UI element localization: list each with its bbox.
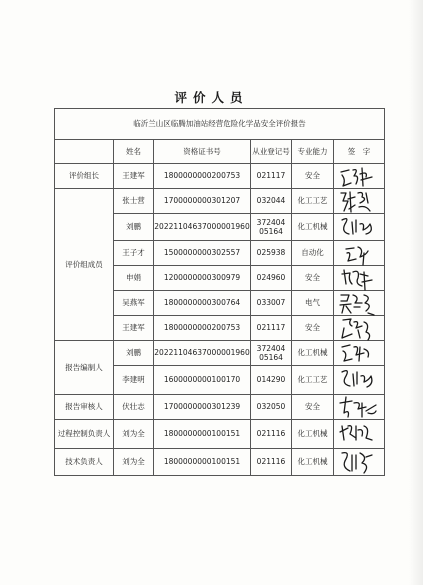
cell-name: 李建明	[114, 366, 154, 395]
cell-ability: 电气	[292, 291, 334, 316]
cell-reg: 021116	[251, 449, 292, 476]
cell-signature	[334, 420, 385, 449]
table-row	[55, 189, 385, 214]
cell-name: 王子才	[114, 241, 154, 266]
cell-signature	[334, 449, 385, 476]
table-row	[55, 420, 385, 449]
cell-cert: 1200000000300979	[154, 266, 251, 291]
cell-signature	[334, 241, 385, 266]
cell-name: 伏壮志	[114, 395, 154, 420]
header-group	[55, 140, 114, 164]
cell-name: 刘鹏	[114, 214, 154, 241]
cell-ability: 化工机械	[292, 449, 334, 476]
cell-signature	[334, 214, 385, 241]
cell-ability: 化工机械	[292, 214, 334, 241]
cell-name: 刘为全	[114, 420, 154, 449]
cell-reg: 021117	[251, 316, 292, 341]
cell-cert: 1800000000200753	[154, 316, 251, 341]
cell-name: 张士营	[114, 189, 154, 214]
cell-name: 申娟	[114, 266, 154, 291]
cell-ability: 化工机械	[292, 420, 334, 449]
evaluator-table	[54, 108, 385, 476]
cell-name: 刘为全	[114, 449, 154, 476]
cell-signature	[334, 164, 385, 189]
cell-name: 王建军	[114, 164, 154, 189]
group-label-members: 评价组成员	[55, 189, 114, 341]
cell-reg: 372404 05164	[251, 214, 292, 241]
signature-image	[338, 418, 376, 448]
cell-signature	[334, 395, 385, 420]
group-label-reviewer: 报告审核人	[55, 395, 114, 420]
cell-ability: 安全	[292, 316, 334, 341]
header-name: 姓名	[114, 140, 154, 164]
cell-reg: 025938	[251, 241, 292, 266]
header-sign: 签 字	[334, 140, 385, 164]
cell-cert: 20221104637000001960	[154, 214, 251, 241]
cell-signature	[334, 341, 385, 366]
cell-signature	[334, 189, 385, 214]
cell-ability: 自动化	[292, 241, 334, 266]
group-label-process: 过程控制负责人	[55, 420, 114, 449]
cell-reg: 372404 05164	[251, 341, 292, 366]
cell-ability: 安全	[292, 164, 334, 189]
signature-image	[338, 212, 376, 242]
page-title: 评价人员	[174, 90, 249, 105]
cell-cert: 1800000000300764	[154, 291, 251, 316]
cell-ability: 化工工艺	[292, 189, 334, 214]
cell-signature	[334, 266, 385, 291]
cell-cert: 1500000000302557	[154, 241, 251, 266]
cell-cert: 1600000000100170	[154, 366, 251, 395]
report-title: 临沂兰山区临腾加油站经营危险化学品安全评价报告	[55, 109, 385, 140]
cell-signature	[334, 366, 385, 395]
group-label-tech: 技术负责人	[55, 449, 114, 476]
cell-ability: 化工工艺	[292, 366, 334, 395]
cell-reg: 014290	[251, 366, 292, 395]
cell-reg: 032050	[251, 395, 292, 420]
header-row	[55, 140, 385, 164]
cell-reg: 024960	[251, 266, 292, 291]
cell-cert: 1800000000200753	[154, 164, 251, 189]
cell-name: 王建军	[114, 316, 154, 341]
cell-signature	[334, 316, 385, 341]
cell-reg: 021116	[251, 420, 292, 449]
cell-name: 刘鹏	[114, 341, 154, 366]
table-row	[55, 449, 385, 476]
cell-signature	[334, 291, 385, 316]
cell-reg: 032044	[251, 189, 292, 214]
cell-cert: 1800000000100151	[154, 449, 251, 476]
header-reg: 从业登记号	[251, 140, 292, 164]
table-row	[55, 341, 385, 366]
cell-ability: 安全	[292, 395, 334, 420]
cell-cert: 20221104637000001960	[154, 341, 251, 366]
cell-reg: 021117	[251, 164, 292, 189]
table-row	[55, 164, 385, 189]
cell-cert: 1700000000301239	[154, 395, 251, 420]
cell-ability: 化工机械	[292, 341, 334, 366]
header-ability: 专业能力	[292, 140, 334, 164]
cell-cert: 1800000000100151	[154, 420, 251, 449]
signature-image	[338, 447, 376, 477]
cell-name: 吴燕军	[114, 291, 154, 316]
cell-ability: 安全	[292, 266, 334, 291]
header-cert: 资格证书号	[154, 140, 251, 164]
table-row	[55, 395, 385, 420]
signature-image	[338, 364, 376, 394]
cell-cert: 1700000000301207	[154, 189, 251, 214]
group-label-leader: 评价组长	[55, 164, 114, 189]
group-label-writers: 报告编制人	[55, 341, 114, 395]
cell-reg: 033007	[251, 291, 292, 316]
